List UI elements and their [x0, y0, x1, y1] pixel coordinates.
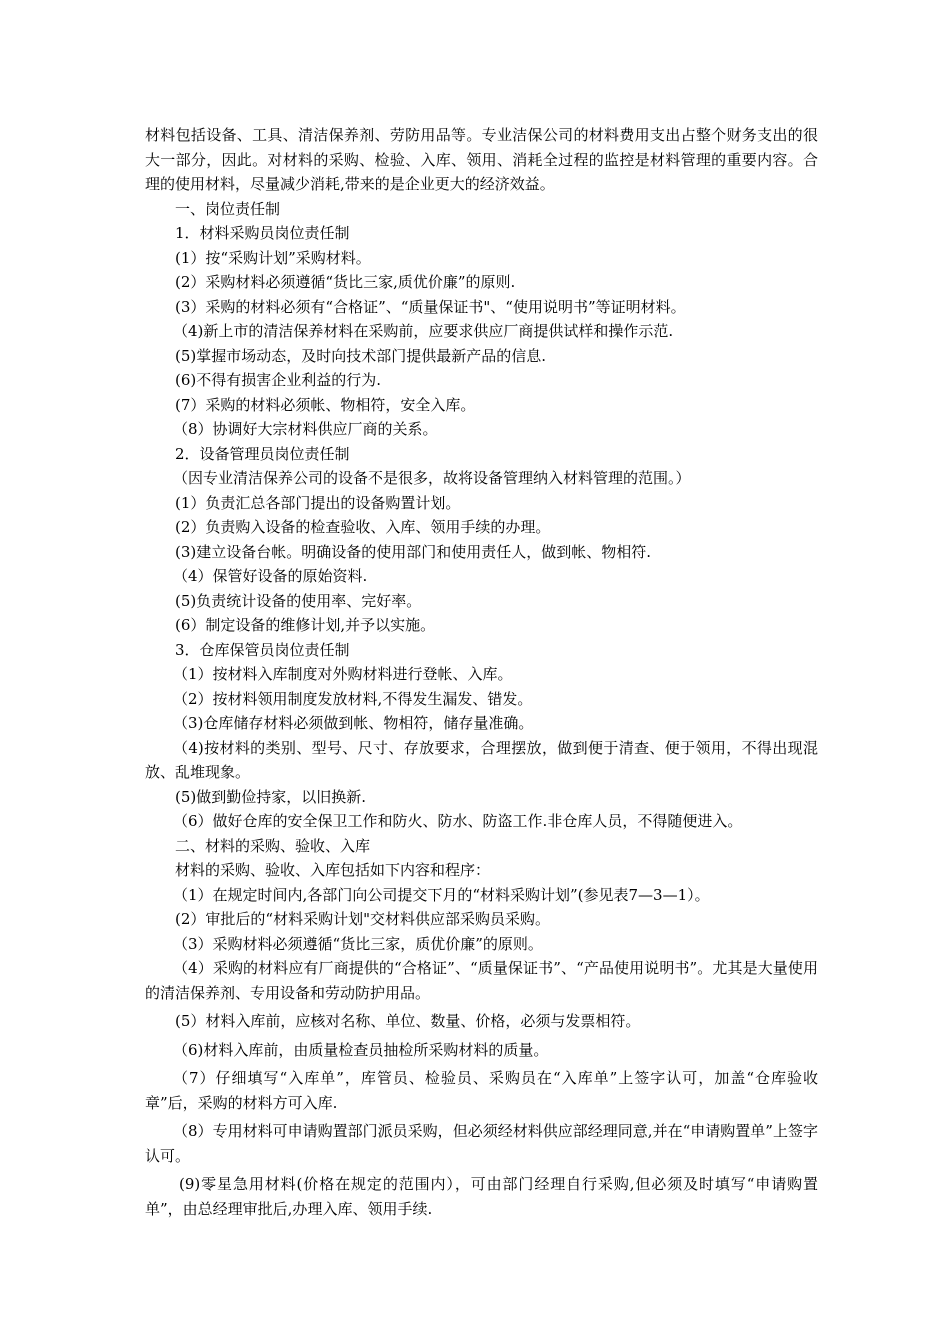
list-item: （3)仓库储存材料必须做到帐、物相符，储存量准确。 — [173, 714, 534, 732]
list-item: （7）仔细填写“入库单”，库管员、检验员、采购员在“入库单”上签字认可，加盖“仓库验收章”后，采购的材料方可入库. — [145, 1069, 818, 1112]
list-item: (6)不得有损害企业利益的行为. — [175, 371, 382, 389]
section-intro: 材料的采购、验收、入库包括如下内容和程序： — [175, 861, 491, 879]
subsection-heading: 3．仓库保管员岗位责任制 — [175, 640, 350, 659]
list-item: (3）采购的材料必须有“合格证”、“质量保证书"、“使用说明书”等证明材料。 — [175, 297, 686, 316]
intro-paragraph: 材料包括设备、工具、清洁保养剂、劳防用品等。专业洁保公司的材料费用支出占整个财务支出的很大一部分，因此。对材料的采购、检验、入库、领用、消耗全过程的监控是材料管理的重要内容。合理的使用材料，尽量减少消耗,带来的是企业更大的经济效益。 — [145, 126, 818, 193]
list-item: (2）审批后的“材料采购计划"交材料供应部采购员采购。 — [175, 910, 550, 928]
list-item: （6)材料入库前，由质量检查员抽检所采购材料的质量。 — [173, 1040, 549, 1059]
list-item: (1）负责汇总各部门提出的设备购置计划。 — [175, 493, 461, 512]
list-item: （1）在规定时间内,各部门向公司提交下月的“材料采购计划”(参见表7—3—1）。 — [173, 885, 710, 904]
list-item: （4)按材料的类别、型号、尺寸、存放要求，合理摆放，做到便于清查、便于领用，不得出现混放、乱堆现象。 — [145, 738, 818, 781]
list-item: （6）做好仓库的安全保卫工作和防火、防水、防盗工作.非仓库人员，不得随便进入。 — [173, 812, 743, 830]
note-paragraph: （因专业清洁保养公司的设备不是很多，故将设备管理纳入材料管理的范围。） — [173, 469, 691, 487]
subsection-heading: 2．设备管理员岗位责任制 — [175, 444, 350, 463]
list-item: （4)新上市的清洁保养材料在采购前，应要求供应厂商提供试样和操作示范. — [173, 322, 674, 340]
list-item: （1）按材料入库制度对外购材料进行登帐、入库。 — [173, 665, 513, 683]
list-item: （8）专用材料可申请购置部门派员采购，但必须经材料供应部经理同意,并在“申请购置单”上签字认可。 — [145, 1122, 818, 1165]
list-item: (2）负责购入设备的检查验收、入库、领用手续的办理。 — [175, 518, 551, 536]
list-item: (1）按“采购计划”采购材料。 — [175, 248, 371, 267]
list-item: (9)零星急用材料(价格在规定的范围内），可由部门经理自行采购,但必须及时填写“申请购置单”，由总经理审批后,办理入库、领用手续. — [145, 1175, 818, 1218]
list-item: （4）采购的材料应有厂商提供的“合格证”、“质量保证书”、“产品使用说明书”。尤其是大量使用的清洁保养剂、专用设备和劳动防护用品。 — [145, 959, 818, 1002]
list-item: (5）材料入库前，应核对名称、单位、数量、价格，必须与发票相符。 — [175, 1012, 641, 1030]
list-item: （4）保管好设备的原始资料. — [173, 567, 368, 585]
document-body — [145, 123, 818, 1221]
list-item: （2）按材料领用制度发放材料,不得发生漏发、错发。 — [173, 689, 533, 708]
list-item: （3）采购材料必须遵循“货比三家，质优价廉”的原则。 — [173, 934, 543, 953]
subsection-heading: 1．材料采购员岗位责任制 — [175, 224, 350, 242]
list-item: (2）采购材料必须遵循“货比三家,质优价廉”的原则. — [175, 273, 516, 291]
list-item: (6）制定设备的维修计划,并予以实施。 — [175, 616, 436, 634]
list-item: (5)做到勤俭持家，以旧换新. — [175, 787, 367, 806]
section-heading: 一、岗位责任制 — [175, 199, 281, 218]
section-heading: 二、材料的采购、验收、入库 — [175, 836, 371, 855]
list-item: (5)负责统计设备的使用率、完好率。 — [175, 591, 422, 610]
list-item: (7）采购的材料必须帐、物相符，安全入库。 — [175, 395, 476, 414]
list-item: (5)掌握市场动态，及时向技术部门提供最新产品的信息. — [175, 346, 547, 365]
list-item: (3)建立设备台帐。明确设备的使用部门和使用责任人，做到帐、物相符. — [175, 542, 652, 561]
list-item: （8）协调好大宗材料供应厂商的关系。 — [173, 420, 438, 438]
